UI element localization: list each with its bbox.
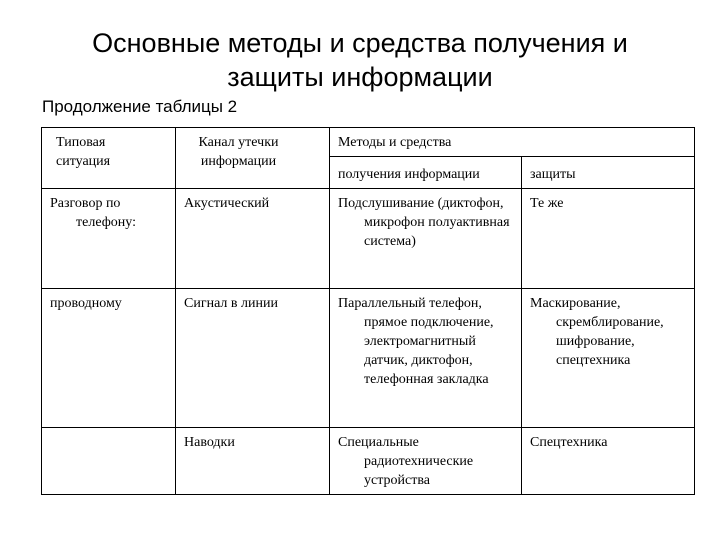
title-line-2: защиты информации xyxy=(227,62,493,92)
situation-text: Разговор по телефону: xyxy=(50,196,136,230)
cell-obtain xyxy=(330,189,522,289)
table-row xyxy=(42,428,695,495)
header-obtain: получения информации xyxy=(330,157,522,189)
header-methods-group: Методы и средства xyxy=(330,128,695,157)
protect-text: Маскирование, скремблирование, шифрование, спецтехника xyxy=(530,296,664,368)
cell-channel xyxy=(176,189,330,289)
methods-table xyxy=(41,127,695,495)
header-row-1 xyxy=(42,128,695,157)
obtain-text: Подслушивание (диктофон, микрофон полуактивная система) xyxy=(338,196,510,249)
cell-situation xyxy=(42,289,176,428)
table-row xyxy=(42,189,695,289)
cell-channel xyxy=(176,428,330,495)
cell-situation xyxy=(42,189,176,289)
channel-text: Сигнал в линии xyxy=(184,296,278,311)
cell-protect xyxy=(522,189,695,289)
header-channel: Канал утечки информации xyxy=(176,128,330,189)
obtain-text: Параллельный телефон, прямое подключение, электромагнитный датчик, диктофон, телефонная закладка xyxy=(338,296,494,387)
cell-protect xyxy=(522,289,695,428)
cell-protect xyxy=(522,428,695,495)
situation-text: проводному xyxy=(50,296,122,311)
table-continuation-caption: Продолжение таблицы 2 xyxy=(42,97,238,116)
protect-text: Те же xyxy=(530,196,564,211)
protect-text: Спецтехника xyxy=(530,435,608,450)
cell-situation xyxy=(42,428,176,495)
obtain-text: Специальные радиотехнические устройства xyxy=(338,435,474,488)
page-title xyxy=(0,26,720,94)
cell-obtain xyxy=(330,289,522,428)
channel-text: Акустический xyxy=(184,196,270,211)
cell-channel xyxy=(176,289,330,428)
header-protect: защиты xyxy=(522,157,695,189)
channel-text: Наводки xyxy=(184,435,235,450)
title-line-1: Основные методы и средства получения и xyxy=(92,28,628,58)
cell-obtain xyxy=(330,428,522,495)
table-row xyxy=(42,289,695,428)
header-situation: Типовая ситуация xyxy=(42,128,176,189)
